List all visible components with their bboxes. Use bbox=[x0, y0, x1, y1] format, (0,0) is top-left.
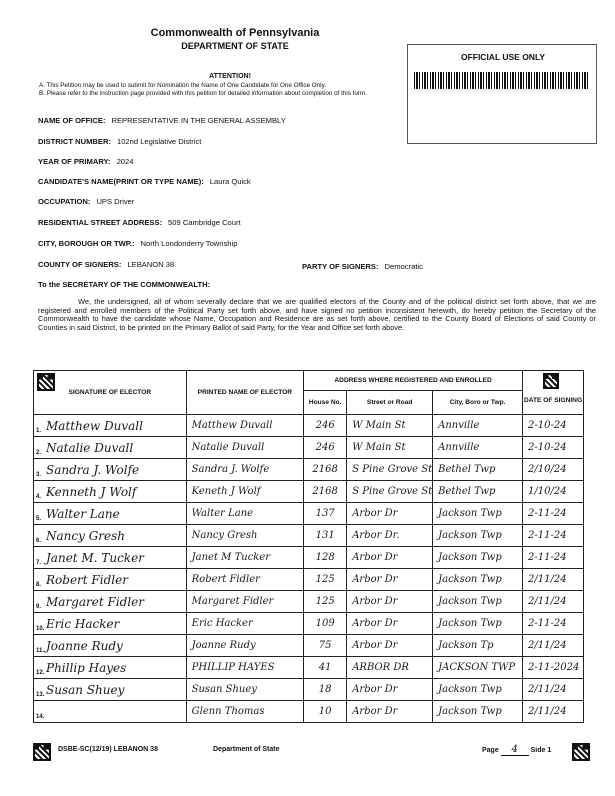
signature-cell bbox=[34, 591, 187, 613]
street-cell-text: Arbor Dr bbox=[352, 640, 398, 651]
party-label: PARTY OF SIGNERS: bbox=[302, 262, 379, 271]
city-cell bbox=[433, 437, 523, 459]
row-number: 9. bbox=[36, 604, 42, 610]
row-number: 12. bbox=[36, 670, 45, 676]
house-no-cell bbox=[304, 657, 347, 679]
row-number: 7. bbox=[36, 560, 42, 566]
printed-name-cell-text: Nancy Gresh bbox=[191, 530, 258, 541]
printed-name-cell bbox=[186, 679, 303, 701]
date-header bbox=[523, 371, 584, 415]
row-number: 4. bbox=[36, 494, 42, 500]
house-no-cell-text: 125 bbox=[315, 574, 335, 585]
date-cell bbox=[523, 415, 584, 437]
street-cell-text: Arbor Dr bbox=[352, 684, 398, 695]
date-header-label: DATE OF SIGNING bbox=[523, 397, 583, 404]
date-cell bbox=[523, 679, 584, 701]
street-cell bbox=[347, 701, 433, 723]
signature-cell-text: Walter Lane bbox=[46, 506, 120, 521]
house-no-cell bbox=[304, 415, 347, 437]
printed-name-cell bbox=[186, 459, 303, 481]
city-cell bbox=[433, 481, 523, 503]
date-cell bbox=[523, 481, 584, 503]
city-cell bbox=[433, 525, 523, 547]
row-number: 13. bbox=[36, 692, 45, 698]
signature-cell-text: Eric Hacker bbox=[46, 616, 120, 631]
table-row bbox=[34, 481, 584, 503]
table-row bbox=[34, 503, 584, 525]
street-cell-text: S Pine Grove St bbox=[352, 464, 433, 475]
signature-cell bbox=[34, 437, 187, 459]
house-no-cell bbox=[304, 613, 347, 635]
street-cell bbox=[347, 481, 433, 503]
party-value: Democratic bbox=[384, 262, 423, 271]
table-row bbox=[34, 657, 584, 679]
city-cell bbox=[433, 415, 523, 437]
signature-cell-text: Matthew Duvall bbox=[46, 418, 143, 433]
printed-name-cell-text: Eric Hacker bbox=[191, 618, 253, 629]
signature-cell bbox=[34, 635, 187, 657]
county-value: LEBANON 38 bbox=[127, 260, 175, 269]
signature-cell bbox=[34, 525, 187, 547]
house-no-cell-text: 246 bbox=[315, 442, 335, 453]
candidate-label: CANDIDATE'S NAME(PRINT OR TYPE NAME): bbox=[38, 177, 204, 186]
office-field bbox=[38, 116, 286, 125]
row-number: 14. bbox=[36, 714, 45, 720]
house-no-cell bbox=[304, 437, 347, 459]
district-value: 102nd Legislative District bbox=[116, 137, 202, 146]
signature-cell-text: Margaret Fidler bbox=[46, 594, 145, 609]
house-no-cell-text: 41 bbox=[318, 662, 332, 673]
city-cell-text: Jackson Twp bbox=[438, 684, 502, 695]
city-cell-text: Jackson Twp bbox=[438, 596, 502, 607]
house-no-cell-text: 131 bbox=[315, 530, 335, 541]
printed-name-header: PRINTED NAME OF ELECTOR bbox=[186, 371, 303, 415]
signature-cell-text: Joanne Rudy bbox=[46, 638, 123, 653]
printed-name-cell-text: Glenn Thomas bbox=[191, 706, 265, 717]
office-value: REPRESENTATIVE IN THE GENERAL ASSEMBLY bbox=[111, 116, 286, 125]
date-cell bbox=[523, 459, 584, 481]
qr-code-icon bbox=[37, 373, 55, 391]
row-number: 5. bbox=[36, 516, 42, 522]
street-cell-text: Arbor Dr bbox=[352, 596, 398, 607]
address-label: RESIDENTIAL STREET ADDRESS: bbox=[38, 218, 163, 227]
printed-name-cell bbox=[186, 569, 303, 591]
date-cell bbox=[523, 547, 584, 569]
occupation-label: OCCUPATION: bbox=[38, 197, 91, 206]
printed-name-cell bbox=[186, 503, 303, 525]
date-cell bbox=[523, 503, 584, 525]
signature-cell bbox=[34, 679, 187, 701]
city-field bbox=[38, 239, 237, 248]
house-no-cell bbox=[304, 481, 347, 503]
street-cell bbox=[347, 591, 433, 613]
city-cell bbox=[433, 591, 523, 613]
date-cell-text: 2/10/24 bbox=[528, 464, 567, 475]
table-row bbox=[34, 415, 584, 437]
signature-cell-text: Sandra J. Wolfe bbox=[46, 462, 140, 477]
occupation-value: UPS Driver bbox=[96, 197, 135, 206]
house-no-cell-text: 128 bbox=[315, 552, 335, 563]
printed-name-cell bbox=[186, 437, 303, 459]
office-label: NAME OF OFFICE: bbox=[38, 116, 106, 125]
attention-note-b: B. Please refer to the instruction page provided with this petition for detailed information about completion of this form. bbox=[39, 90, 367, 97]
row-number: 8. bbox=[36, 582, 42, 588]
printed-name-cell bbox=[186, 481, 303, 503]
signature-header-label: SIGNATURE OF ELECTOR bbox=[68, 389, 152, 396]
year-field bbox=[38, 157, 133, 166]
street-cell bbox=[347, 569, 433, 591]
printed-name-cell-text: PHILLIP HAYES bbox=[191, 662, 275, 673]
signature-cell-text: Phillip Hayes bbox=[46, 660, 127, 675]
street-cell bbox=[347, 635, 433, 657]
printed-name-cell-text: Sandra J. Wolfe bbox=[191, 464, 270, 475]
house-no-cell bbox=[304, 459, 347, 481]
printed-name-cell bbox=[186, 591, 303, 613]
qr-code-icon bbox=[33, 743, 51, 761]
city-cell bbox=[433, 547, 523, 569]
address-field bbox=[38, 218, 241, 227]
street-cell-text: S Pine Grove St bbox=[352, 486, 433, 497]
city-cell bbox=[433, 679, 523, 701]
table-row bbox=[34, 437, 584, 459]
row-number: 6. bbox=[36, 538, 42, 544]
house-no-cell-text: 10 bbox=[318, 706, 332, 717]
street-cell-text: W Main St bbox=[352, 442, 406, 453]
city-cell-text: Jackson Twp bbox=[438, 552, 502, 563]
printed-name-cell-text: Margaret Fidler bbox=[191, 596, 274, 607]
occupation-field bbox=[38, 197, 134, 206]
date-cell bbox=[523, 657, 584, 679]
row-number: 10. bbox=[36, 626, 45, 632]
printed-name-cell-text: Natalie Duvall bbox=[191, 442, 265, 453]
house-no-cell bbox=[304, 701, 347, 723]
date-cell bbox=[523, 437, 584, 459]
table-row bbox=[34, 701, 584, 723]
district-label: DISTRICT NUMBER: bbox=[38, 137, 111, 146]
house-no-cell-text: 18 bbox=[318, 684, 332, 695]
house-no-cell-text: 137 bbox=[315, 508, 335, 519]
date-cell-text: 2-11-2024 bbox=[528, 662, 580, 673]
table-row bbox=[34, 635, 584, 657]
date-cell-text: 2/11/24 bbox=[528, 706, 567, 717]
printed-name-cell bbox=[186, 547, 303, 569]
candidate-value: Laura Quick bbox=[209, 177, 251, 186]
city-cell-text: Bethel Twp bbox=[438, 464, 496, 475]
house-no-cell bbox=[304, 569, 347, 591]
date-cell bbox=[523, 591, 584, 613]
city-value: North Londonderry Township bbox=[140, 239, 238, 248]
date-cell bbox=[523, 635, 584, 657]
date-cell-text: 2-11-24 bbox=[528, 552, 567, 563]
signature-cell bbox=[34, 613, 187, 635]
city-cell-text: JACKSON TWP bbox=[438, 662, 516, 673]
city-cell bbox=[433, 635, 523, 657]
street-cell bbox=[347, 613, 433, 635]
date-cell-text: 2-11-24 bbox=[528, 530, 567, 541]
signature-cell bbox=[34, 547, 187, 569]
city-cell-text: Jackson Tp bbox=[438, 640, 494, 651]
city-cell-text: Jackson Twp bbox=[438, 618, 502, 629]
date-cell bbox=[523, 525, 584, 547]
date-cell-text: 2/11/24 bbox=[528, 640, 567, 651]
house-no-cell bbox=[304, 679, 347, 701]
table-row bbox=[34, 679, 584, 701]
house-no-cell bbox=[304, 635, 347, 657]
row-number: 11. bbox=[36, 648, 45, 654]
house-no-header: House No. bbox=[304, 391, 347, 415]
date-cell bbox=[523, 701, 584, 723]
signature-cell-text: Nancy Gresh bbox=[46, 528, 126, 543]
printed-name-cell-text: Joanne Rudy bbox=[191, 640, 256, 651]
city-cell bbox=[433, 657, 523, 679]
city-cell bbox=[433, 701, 523, 723]
date-cell-text: 2-11-24 bbox=[528, 508, 567, 519]
date-cell-text: 2-11-24 bbox=[528, 618, 567, 629]
house-no-cell-text: 2168 bbox=[312, 486, 338, 497]
table-row bbox=[34, 591, 584, 613]
printed-name-cell-text: Keneth J Wolf bbox=[191, 486, 261, 497]
page-number: 4 bbox=[501, 744, 529, 756]
county-label: COUNTY OF SIGNERS: bbox=[38, 260, 122, 269]
signature-cell bbox=[34, 569, 187, 591]
date-cell-text: 2-10-24 bbox=[528, 442, 567, 453]
signature-cell-text: Janet M. Tucker bbox=[46, 550, 144, 565]
street-cell-text: Arbor Dr bbox=[352, 552, 398, 563]
qr-code-icon bbox=[543, 373, 559, 389]
date-cell bbox=[523, 613, 584, 635]
signature-cell bbox=[34, 481, 187, 503]
city-cell-text: Bethel Twp bbox=[438, 486, 496, 497]
house-no-cell bbox=[304, 547, 347, 569]
street-cell bbox=[347, 437, 433, 459]
row-number: 1. bbox=[36, 428, 42, 434]
house-no-cell-text: 246 bbox=[315, 420, 335, 431]
signature-cell bbox=[34, 459, 187, 481]
date-cell-text: 2/11/24 bbox=[528, 684, 567, 695]
street-cell-text: Arbor Dr. bbox=[352, 530, 400, 541]
street-cell bbox=[347, 657, 433, 679]
city-cell bbox=[433, 503, 523, 525]
printed-name-cell bbox=[186, 635, 303, 657]
signature-cell bbox=[34, 701, 187, 723]
signature-cell-text: Kenneth J Wolf bbox=[46, 484, 137, 499]
printed-name-cell-text: Janet M Tucker bbox=[191, 552, 271, 563]
signature-header bbox=[34, 371, 187, 415]
city-cell bbox=[433, 459, 523, 481]
barcode bbox=[414, 72, 590, 89]
to-secretary-line: To the SECRETARY OF THE COMMONWEALTH: bbox=[38, 280, 211, 289]
house-no-cell bbox=[304, 591, 347, 613]
street-cell bbox=[347, 679, 433, 701]
city-cell bbox=[433, 613, 523, 635]
year-label: YEAR OF PRIMARY: bbox=[38, 157, 111, 166]
printed-name-cell-text: Matthew Duvall bbox=[191, 420, 273, 431]
page-indicator bbox=[482, 744, 551, 756]
signature-cell-text: Natalie Duvall bbox=[46, 440, 134, 455]
county-field bbox=[38, 260, 174, 269]
street-cell-text: W Main St bbox=[352, 420, 406, 431]
street-cell-text: Arbor Dr bbox=[352, 706, 398, 717]
city-label: CITY, BOROUGH OR TWP.: bbox=[38, 239, 135, 248]
city-cell bbox=[433, 569, 523, 591]
table-row bbox=[34, 613, 584, 635]
row-number: 2. bbox=[36, 450, 42, 456]
street-cell bbox=[347, 525, 433, 547]
printed-name-cell bbox=[186, 415, 303, 437]
printed-name-cell bbox=[186, 701, 303, 723]
attention-note-a: A. This Petition may be used to submit for Nomination the Name of One Candidate for One Office Only. bbox=[39, 82, 327, 89]
signature-cell-text: Robert Fidler bbox=[46, 572, 128, 587]
signature-cell-text: Susan Shuey bbox=[46, 682, 125, 697]
house-no-cell bbox=[304, 503, 347, 525]
table-row bbox=[34, 547, 584, 569]
party-field bbox=[302, 262, 423, 271]
candidate-field bbox=[38, 177, 251, 186]
department-heading: DEPARTMENT OF STATE bbox=[181, 41, 289, 51]
city-cell-text: Jackson Twp bbox=[438, 508, 502, 519]
street-cell-text: Arbor Dr bbox=[352, 618, 398, 629]
printed-name-cell-text: Walter Lane bbox=[191, 508, 254, 519]
street-cell bbox=[347, 459, 433, 481]
footer-department: Department of State bbox=[213, 746, 280, 753]
printed-name-cell-text: Robert Fidler bbox=[191, 574, 260, 585]
date-cell bbox=[523, 569, 584, 591]
qr-code-icon bbox=[572, 743, 590, 761]
city-header: City, Boro or Twp. bbox=[433, 391, 523, 415]
table-row bbox=[34, 525, 584, 547]
page-label: Page bbox=[482, 747, 499, 754]
house-no-cell-text: 2168 bbox=[312, 464, 338, 475]
city-cell-text: Jackson Twp bbox=[438, 574, 502, 585]
city-cell-text: Annville bbox=[438, 442, 480, 453]
declaration-paragraph: We, the undersigned, all of whom severally declare that we are qualified electors of the County and of the political district set forth above, that we are registered and enrolled members of the Political Party set forth above, and have signed no petition inconsistent herewith, do hereby petition the Secretary of the Commonwealth to have the candidate whose Name, Occupation and Residence are as set forth above, certified to the County Board of Elections of said County or Counties in said District, to be printed on the Primary Ballot of said Party, for the Year and Office set forth above. bbox=[38, 297, 596, 333]
city-cell-text: Jackson Twp bbox=[438, 530, 502, 541]
printed-name-cell bbox=[186, 613, 303, 635]
address-value: 509 Cambridge Court bbox=[168, 218, 241, 227]
table-row bbox=[34, 569, 584, 591]
street-cell bbox=[347, 503, 433, 525]
printed-name-cell-text: Susan Shuey bbox=[191, 684, 257, 695]
row-number: 3. bbox=[36, 472, 42, 478]
official-use-box bbox=[407, 44, 597, 144]
date-cell-text: 1/10/24 bbox=[528, 486, 567, 497]
signature-cell bbox=[34, 415, 187, 437]
house-no-cell-text: 75 bbox=[318, 640, 332, 651]
official-use-label: OFFICIAL USE ONLY bbox=[460, 52, 546, 62]
city-cell-text: Jackson Twp bbox=[438, 706, 502, 717]
printed-name-cell bbox=[186, 657, 303, 679]
district-field bbox=[38, 137, 201, 146]
city-cell-text: Annville bbox=[438, 420, 480, 431]
street-cell-text: ARBOR DR bbox=[352, 662, 409, 673]
side-label: Side 1 bbox=[530, 747, 552, 754]
street-header: Street or Road bbox=[347, 391, 433, 415]
street-cell bbox=[347, 547, 433, 569]
address-group-header: ADDRESS WHERE REGISTERED AND ENROLLED bbox=[304, 371, 523, 391]
street-cell bbox=[347, 415, 433, 437]
table-row bbox=[34, 459, 584, 481]
attention-heading: ATTENTION! bbox=[209, 73, 251, 80]
signature-cell bbox=[34, 503, 187, 525]
form-id: DSBE-SC(12/19) LEBANON 38 bbox=[58, 746, 158, 753]
street-cell-text: Arbor Dr bbox=[352, 508, 398, 519]
year-value: 2024 bbox=[116, 157, 134, 166]
signature-table bbox=[33, 370, 584, 723]
date-cell-text: 2/11/24 bbox=[528, 574, 567, 585]
house-no-cell-text: 109 bbox=[315, 618, 335, 629]
house-no-cell-text: 125 bbox=[315, 596, 335, 607]
signature-cell bbox=[34, 657, 187, 679]
date-cell-text: 2-10-24 bbox=[528, 420, 567, 431]
house-no-cell bbox=[304, 525, 347, 547]
document-title: Commonwealth of Pennsylvania bbox=[150, 27, 320, 39]
printed-name-cell bbox=[186, 525, 303, 547]
date-cell-text: 2/11/24 bbox=[528, 596, 567, 607]
street-cell-text: Arbor Dr bbox=[352, 574, 398, 585]
